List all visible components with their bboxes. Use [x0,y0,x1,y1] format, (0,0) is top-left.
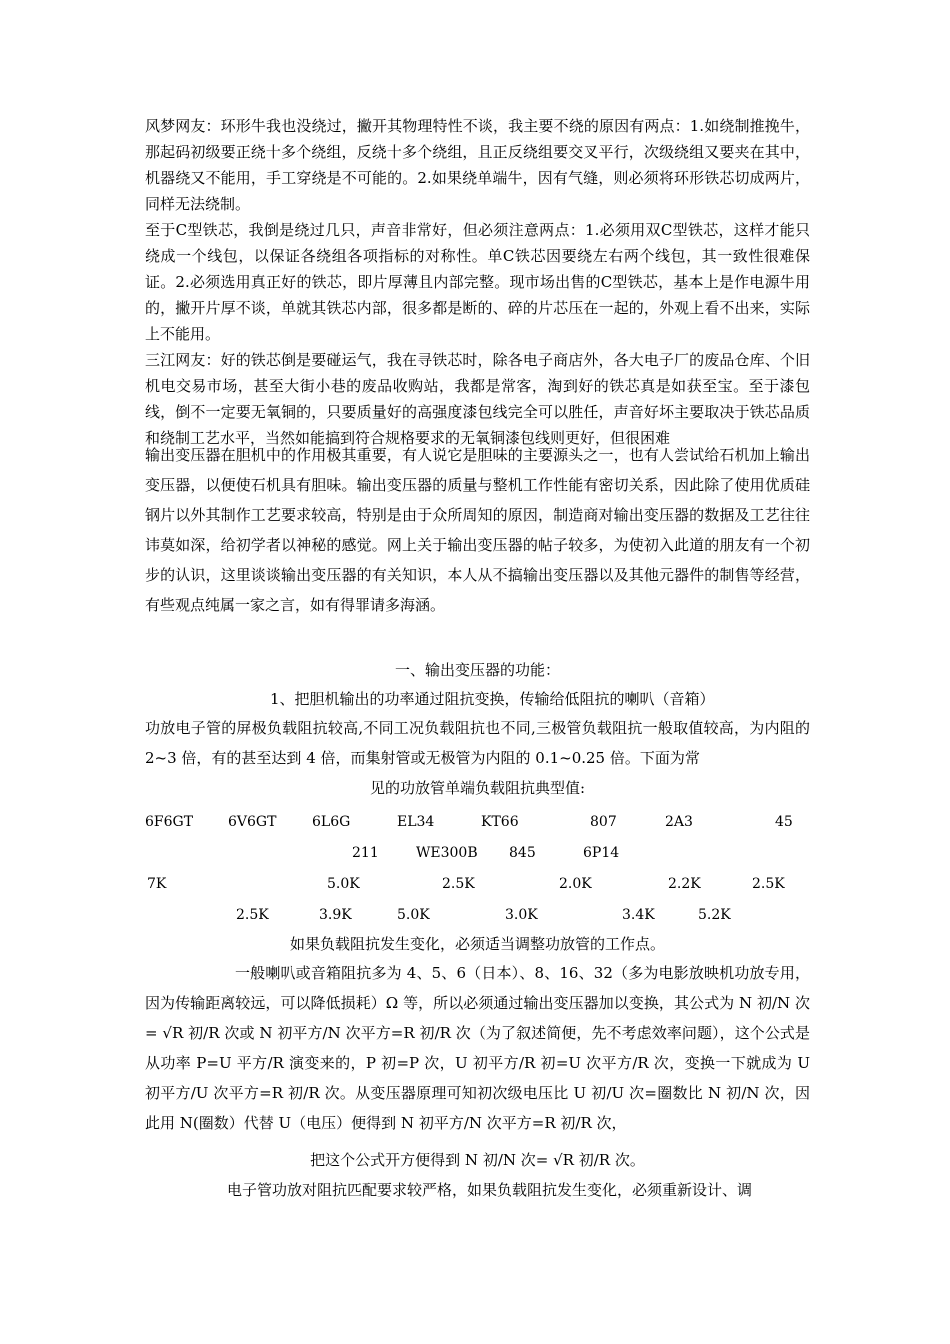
impedance-value: 3.4K [622,907,655,923]
forum-discussion [145,113,810,451]
note-adjust-operating-point: 如果负载阻抗发生变化，必须适当调整功放管的工作点。 [289,935,665,953]
tube-label: 6L6G [312,814,351,830]
impedance-value: 2.5K [752,876,785,892]
impedance-value: 7K [147,876,167,892]
tube-label: KT66 [481,814,519,830]
tube-label: 6F6GT [145,814,194,830]
tube-label: 211 [352,845,379,861]
impedance-value: 3.0K [505,907,538,923]
article-intro: 输出变压器在胆机中的作用极其重要，有人说它是胆味的主要源头之一，也有人尝试给石机加上输出变压器，以便使石机具有胆味。输出变压器的质量与整机工作性能有密切关系，因此除了使用优质硅钢片以外其制作工艺要求较高，特别是由于众所周知的原因，制造商对输出变压器的数据及工艺往往讳莫如深，给初学者以神秘的感觉。网上关于输出变压器的帖子较多，为使初入此道的朋友有一个初步的认识，这里谈谈输出变压器的有关知识，本人从不搞输出变压器以及其他元器件的制售等经营，有些观点纯属一家之言，如有得罪请多海涵。 [145,446,810,614]
section-title: 一、输出变压器的功能： [394,661,560,679]
body-paragraph-impedance: 功放电子管的屏极负载阻抗较高,不同工况负载阻抗也不同,三极管负载阻抗一般取值较高，为内阻的 2~3 倍，有的甚至达到 4 倍，而集射管或无极管为内阻的 0.1~0.25 倍。下面为常 [145,719,810,767]
tube-label: WE300B [416,845,478,861]
body-paragraph-impedance-tail: 见的功放管单端负载阻抗典型值: [369,779,586,797]
forum-reply-c-core: 至于C型铁芯，我倒是绕过几只，声音非常好，但必须注意两点：1.必须用双C型铁芯，这样才能只绕成一个线包，以保证各绕组各项指标的对称性。单C铁芯因要绕左右两个线包，其一致性很难保证。2.必须选用真正好的铁芯，即片厚薄且内部完整。现市场出售的C型铁芯，基本上是作电源牛用的，撇开片厚不谈，单就其铁芯内部，很多都是断的、碎的片芯压在一起的，外观上看不出来，实际上不能用。 [145,221,810,343]
impedance-value: 5.0K [397,907,430,923]
forum-reply-sanjiang: 三江网友：好的铁芯倒是要碰运气，我在寻铁芯时，除各电子商店外，各大电子厂的废品仓库、个旧机电交易市场，甚至大街小巷的废品收购站，我都是常客，淘到好的铁芯真是如获至宝。至于漆包线，倒不一定要无氧铜的，只要质量好的高强度漆包线完全可以胜任，声音好坏主要取决于铁芯品质和绕制工艺水平，当然如能搞到符合规格要求的无氧铜漆包线则更好，但很困难 [145,351,810,447]
tube-label: 807 [590,814,617,830]
impedance-value: 2.5K [236,907,269,923]
tube-label: EL34 [397,814,435,830]
impedance-value: 5.0K [327,876,360,892]
impedance-value: 2.5K [442,876,475,892]
body-paragraph-matching: 电子管功放对阻抗匹配要求较严格，如果负载阻抗发生变化，必须重新设计、调 [227,1181,753,1199]
impedance-value: 2.2K [668,876,701,892]
tube-label: 6P14 [583,845,620,861]
tube-label: 2A3 [665,814,693,830]
body-paragraph-formula: 一般喇叭或音箱阻抗多为 4、5、6（日本）、8、16、32（多为电影放映机功放专用，因为传输距离较远，可以降低损耗）Ω 等，所以必须通过输出变压器加以变换，其公式为 N 初/N 次= √R 初/R 次或 N 初平方/N 次平方=R 初/R 次（为了叙述简便，先不考虑效率问题），这个公式是从功率 P=U 平方/R 演变来的，P 初=P 次，U 初平方/R 初=U 次平方/R 次，变换一下就成为 U 初平方/U 次平方=R 初/R 次。从变压器原理可知初次级电压比 U 初/U 次=圈数比 N 初/N 次，因此用 N(圈数）代替 U（电压）便得到 N 初平方/N 次平方=R 初/R 次， [145,964,810,1132]
body-paragraph-formula-tail: 把这个公式开方便得到 N 初/N 次= √R 初/R 次。 [310,1151,645,1169]
tube-label: 45 [775,814,793,830]
impedance-value: 2.0K [559,876,592,892]
forum-reply-fengmeng: 风梦网友：环形牛我也没绕过，撇开其物理特性不谈，我主要不绕的原因有两点：1.如绕制推挽牛，那起码初级要正绕十多个绕组，反绕十多个绕组，且正反绕组要交叉平行，次级绕组又要夹在其中，机器绕又不能用，手工穿绕是不可能的。2.如果绕单端牛，因有气缝，则必须将环形铁芯切成两片，同样无法绕制。 [145,117,810,213]
subsection-title: 1、把胆机输出的功率通过阻抗变换，传输给低阻抗的喇叭（音箱） [270,690,715,708]
tube-label: 6V6GT [228,814,277,830]
tube-label: 845 [509,845,536,861]
impedance-value: 3.9K [319,907,352,923]
impedance-value: 5.2K [698,907,731,923]
